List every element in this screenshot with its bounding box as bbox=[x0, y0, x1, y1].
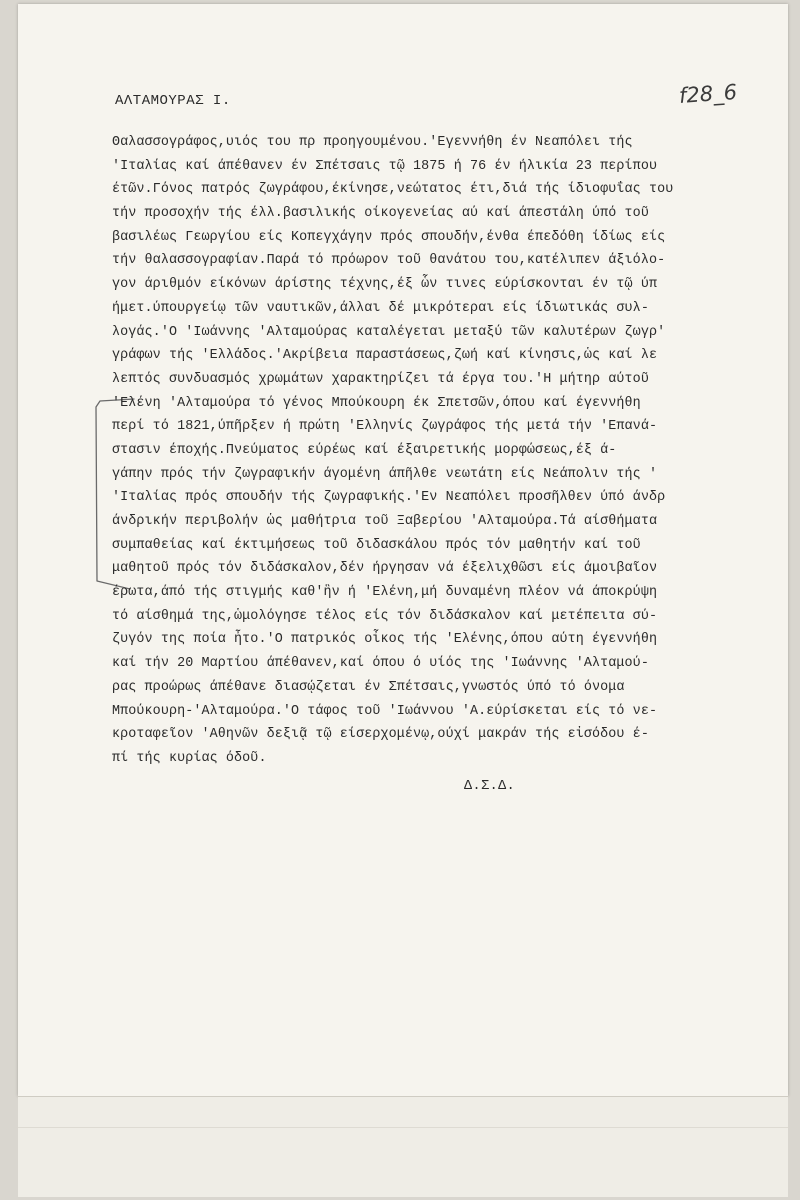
handwritten-reference: f28_6 bbox=[678, 80, 738, 108]
text-line: γράφων τής 'Ελλάδος.'Ακρίβεια παραστάσεως,ζωή καί κίνησις,ὡς καί λε bbox=[112, 348, 658, 364]
document-body bbox=[112, 131, 732, 771]
text-line: γον άριθμόν είκόνων άρίστης τέχνης,έξ ὧν τινες εύρίσκονται έν τῷ ύπ bbox=[112, 277, 658, 293]
text-line: Μπούκουρη-'Αλταμούρα.'Ο τάφος τοῦ 'Ιωάννου 'Α.εύρίσκεται είς τό νε- bbox=[112, 703, 658, 719]
text-line: ήμετ.ύπουργείῳ τῶν ναυτικῶν,άλλαι δέ μικρότεραι είς ίδιωτικάς συλ- bbox=[112, 300, 649, 316]
document-signature: Δ.Σ.Δ. bbox=[464, 779, 516, 794]
text-line: βασιλέως Γεωργίου είς Κοπεγχάγην πρός σπουδήν,ένθα έπεδόθη ίδίως είς bbox=[112, 229, 666, 245]
text-line: πί τής κυρίας όδοῦ. bbox=[112, 750, 267, 766]
text-line: γάπην πρός τήν ζωγραφικήν άγομένη άπῆλθε νεωτάτη είς Νεάπολιν τής ' bbox=[112, 466, 658, 482]
text-line: Θαλασσογράφος,υιός του πρ προηγουμένου.'Εγεννήθη έν Νεαπόλει τής bbox=[112, 135, 633, 150]
page-fold-bottom bbox=[18, 1096, 788, 1197]
text-line: ζυγόν της ποία ἦτο.'Ο πατρικός οἶκος τής 'Ελένης,όπου αύτη έγεννήθη bbox=[112, 632, 658, 648]
text-line: καί τήν 20 Μαρτίου άπέθανεν,καί όπου ό υίός της 'Ιωάννης 'Αλταμού- bbox=[112, 656, 649, 672]
text-line: 'Ιταλίας πρός σπουδήν τής ζωγραφικής.'Εν Νεαπόλει προσῆλθεν ύπό άνδρ bbox=[112, 490, 666, 506]
text-line: 'Ιταλίας καί άπέθανεν έν Σπέτσαις τῷ 1875 ή 76 έν ήλικία 23 περίπου bbox=[112, 158, 658, 174]
text-line: έρωτα,άπό τής στιγμής καθ'ἣν ή 'Ελένη,μή δυναμένη πλέον νά άποκρύψη bbox=[112, 585, 658, 601]
text-line: τήν προσοχήν τής έλλ.βασιλικής οίκογενείας αύ καί άπεστάλη ύπό τοῦ bbox=[112, 206, 649, 222]
text-line: τό αίσθημά της,ὡμολόγησε τέλος είς τόν διδάσκαλον καί μετέπειτα σύ- bbox=[112, 608, 658, 624]
text-line: λογάς.'Ο 'Ιωάννης 'Αλταμούρας καταλέγεται μεταξύ τῶν καλυτέρων ζωγρ' bbox=[112, 324, 666, 340]
text-line: μαθητοῦ πρός τόν διδάσκαλον,δέν ήργησαν νά έξελιχθῶσι είς άμοιβαῖον bbox=[112, 561, 658, 577]
text-line: 'Ελένη 'Αλταμούρα τό γένος Μπούκουρη έκ Σπετσῶν,όπου καί έγεννήθη bbox=[112, 395, 641, 411]
text-line: τήν θαλασσογραφίαν.Παρά τό πρόωρον τοῦ θανάτου του,κατέλιπεν άξιόλο- bbox=[112, 253, 666, 269]
text-line: περί τό 1821,ύπῆρξεν ή πρώτη 'Ελληνίς ζωγράφος τής μετά τήν 'Επανά- bbox=[112, 419, 658, 435]
text-line: στασιν έποχής.Πνεύματος εύρέως καί έξαιρετικής μορφώσεως,έξ ά- bbox=[112, 442, 617, 458]
text-line: κροταφεῖον 'Αθηνῶν δεξιᾷ τῷ είσερχομένῳ,ούχί μακράν τής εἰσόδου έ- bbox=[112, 727, 649, 743]
text-line: έτῶν.Γόνος πατρός ζωγράφου,έκίνησε,νεώτατος έτι,διά τής ίδιοφυΐας του bbox=[112, 182, 674, 198]
text-line: λεπτός συνδυασμός χρωμάτων χαρακτηρίζει τά έργα του.'Η μήτηρ αύτοῦ bbox=[112, 371, 649, 387]
text-line: άνδρικήν περιβολήν ὡς μαθήτρια τοῦ Ξαβερίου 'Αλταμούρα.Τά αίσθήματα bbox=[112, 514, 658, 529]
document-header: ΑΛΤΑΜΟΥΡΑΣ Ι. bbox=[115, 93, 231, 109]
text-line: ρας προώρως άπέθανε διασῴζεται έν Σπέτσαις,γνωστός ύπό τό όνομα bbox=[112, 679, 625, 695]
text-line: συμπαθείας καί έκτιμήσεως τοῦ διδασκάλου πρός τόν μαθητήν καί τοῦ bbox=[112, 537, 641, 553]
